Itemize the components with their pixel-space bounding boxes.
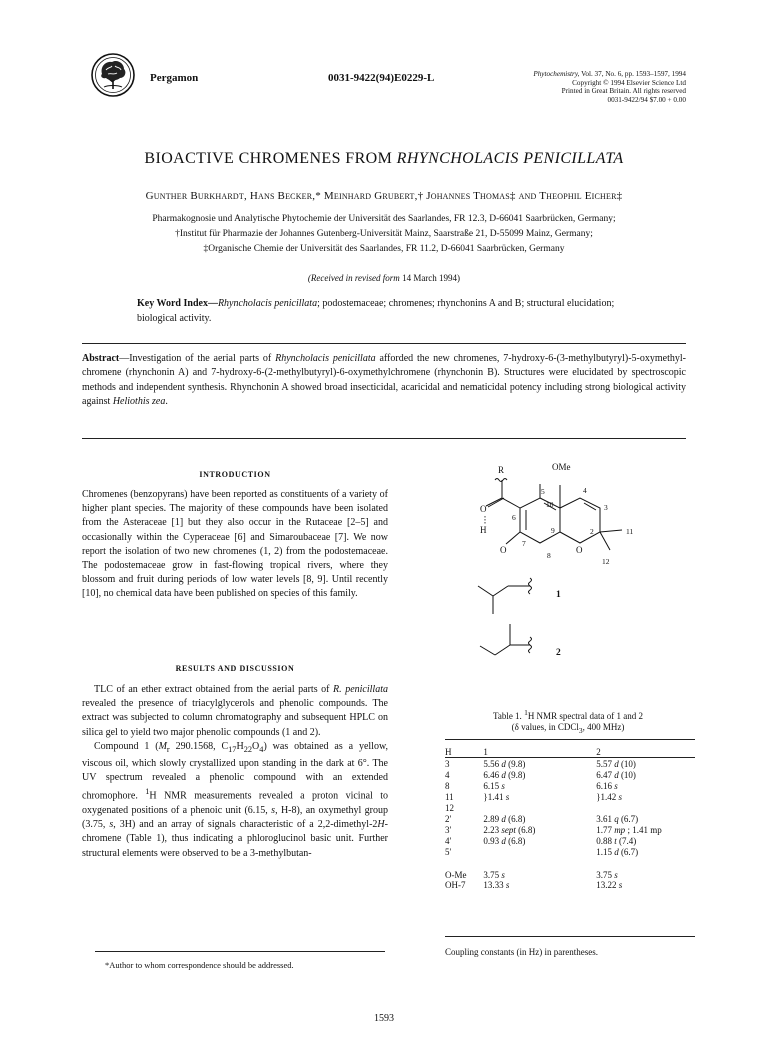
coupling-constant: (9.8)	[508, 759, 526, 769]
shift-compound-1	[467, 825, 574, 836]
label-o-ring: O	[576, 545, 583, 555]
table-row	[445, 858, 695, 880]
label-r: R	[498, 465, 505, 475]
coupling-constant: (6.7)	[620, 814, 639, 824]
table-row	[445, 814, 695, 825]
shift-value: 5.57	[596, 759, 612, 769]
page-number: 1593	[374, 1013, 394, 1024]
shift-value: 13.22	[596, 880, 617, 890]
shift-value: 3.75	[596, 870, 612, 880]
shift-compound-2	[574, 781, 695, 792]
shift-value: 1.15	[596, 847, 612, 857]
multiplicity: t	[614, 836, 617, 846]
results-paragraph-2	[82, 740, 388, 861]
multiplicity: mp	[614, 825, 626, 835]
abstract-text-1: —Investigation of the aerial parts of	[119, 353, 276, 364]
table-row	[445, 803, 695, 814]
label-6: 6	[512, 513, 516, 522]
printed-line: Printed in Great Britain. All rights reserved	[561, 87, 686, 96]
coupling-constant: (10)	[620, 759, 636, 769]
publisher-name: Pergamon	[150, 72, 199, 84]
results-species: R. penicillata	[333, 684, 388, 695]
results-c-sub: 17	[228, 744, 237, 754]
abstract-rule-top	[82, 343, 686, 344]
coupling-constant: (7.4)	[618, 836, 637, 846]
nmr-data-table	[445, 744, 695, 891]
abstract	[82, 352, 686, 410]
label-compound-1: 1	[556, 590, 561, 600]
shift-value: 3.75	[483, 870, 500, 880]
shift-compound-1	[467, 781, 574, 792]
table-row	[445, 825, 695, 836]
label-3: 3	[604, 503, 608, 512]
caption-sub-3: 3	[578, 725, 583, 735]
abstract-species: Rhyncholacis penicillata	[275, 353, 376, 364]
multiplicity: s	[501, 781, 505, 791]
copyright-line: Copyright © 1994 Elsevier Science Ltd	[572, 78, 686, 87]
results-t2: 290.1568, C	[169, 740, 229, 752]
results-h: H	[236, 740, 244, 752]
table-row	[445, 847, 695, 858]
caption-sub-a: (δ values, in CDCl	[511, 722, 579, 732]
shift-compound-2	[574, 836, 695, 847]
shift-value: 0.93	[483, 836, 500, 846]
shift-compound-2	[574, 770, 695, 781]
table-row	[445, 880, 695, 891]
keywords-species: Rhyncholacis penicillata	[217, 298, 318, 309]
results-o: O	[252, 740, 260, 752]
shift-compound-2	[574, 814, 695, 825]
caption-prefix: Table 1.	[492, 711, 525, 721]
multiplicity: d	[501, 814, 506, 824]
label-o-left: O	[500, 545, 507, 555]
shift-compound-2	[574, 847, 695, 858]
keywords-label: Key Word Index—	[137, 298, 218, 309]
shift-compound-1	[467, 880, 574, 891]
title-main: BIOACTIVE CHROMENES FROM	[144, 150, 397, 167]
chromene-structure-diagram	[440, 440, 640, 680]
doi-code: 0031-9422(94)E0229-L	[328, 72, 435, 84]
shift-value: 1.77	[596, 825, 612, 835]
coupling-constant: (6.8)	[508, 836, 526, 846]
received-value: 14 March 1994)	[399, 273, 461, 283]
shift-value: 6.46	[483, 770, 500, 780]
footnote-rule	[95, 951, 385, 952]
multiplicity: q	[614, 814, 619, 824]
shift-compound-2	[574, 858, 695, 880]
shift-value: 0.88	[596, 836, 612, 846]
shift-compound-1	[467, 759, 574, 770]
label-10: 10	[546, 500, 554, 509]
title-species: RHYNCHOLACIS PENICILLATA	[396, 150, 624, 167]
multiplicity: d	[501, 759, 506, 769]
row-position: 3′	[445, 825, 452, 835]
multiplicity: sept	[501, 825, 516, 835]
results-t1: Compound 1 (	[94, 740, 159, 752]
results-t5: , H-8), an oxymethyl group (3.75,	[82, 804, 388, 831]
multiplicity: d	[501, 836, 506, 846]
results-sup: 1	[145, 787, 150, 797]
header-h: H	[445, 746, 452, 757]
label-9: 9	[551, 526, 555, 535]
coupling-constant: (6.8)	[518, 825, 536, 835]
shift-value: 2.23	[483, 825, 500, 835]
received-prefix: (Received in revised form	[307, 273, 400, 283]
table-rule-top	[445, 739, 695, 740]
shift-compound-1	[467, 836, 574, 847]
table-row	[445, 759, 695, 770]
multiplicity: s	[505, 880, 510, 890]
shift-value: 3.61	[596, 814, 612, 824]
footnote: *Author to whom correspondence should be addressed.	[105, 960, 294, 970]
shift-compound-2	[574, 825, 695, 836]
shift-compound-1	[467, 792, 574, 803]
author-list: Gunther Burkhardt, Hans Becker,* Meinhard Grubert,† Johannes Thomas‡ and Theophil Eicher‡	[145, 190, 623, 202]
results-text-b: revealed the presence of triacylglycerols and phenolic compounds. The extract was subjected to column chromatography and subsequent HPLC on silica gel to yield two major phenolic compounds (1 and 2).	[82, 698, 388, 738]
shift-compound-2	[574, 880, 695, 891]
introduction-paragraph: Chromenes (benzopyrans) have been reported as constituents of a variety of higher plant species. The majority of these compounds have been isolated from the Asteraceae [1] but they also occur in the Rutaceae [2–5] and occasionally within the Cyperaceae [6] and Simaroubaceae [7]. We now report the isolation of two new chromenes (1, 2) from the podostemaceae. The podostemaceae grow in fast-flowing tropical rivers, where they blossom and fruit during periods of low water levels [8, 9]. Until recently [10], no chemical data have been published on species of this family.	[82, 489, 388, 600]
table-row	[445, 781, 695, 792]
row-position: 4	[445, 770, 450, 780]
results-2h: H	[377, 819, 385, 831]
coupling-constant: ; 1.41 mp	[627, 825, 662, 835]
abstract-rule-bottom	[82, 438, 686, 439]
results-t7: -chromene (Table 1), thus indicating a phloroglucinol basic unit. Further structural elements were observed to be a 3-methylbutan-	[82, 819, 388, 859]
keywords-text: ; podostemaceae; chromenes; rhynchonins A and B; structural elucidation; biological activity.	[137, 298, 615, 324]
shift-value: 6.47	[596, 770, 612, 780]
abstract-text-3: .	[165, 396, 168, 408]
multiplicity: d	[614, 847, 619, 857]
shift-value: }1.42	[596, 792, 617, 802]
row-position: 11	[445, 792, 454, 802]
shift-compound-2	[574, 803, 695, 814]
header-compound-2: 2	[596, 746, 601, 757]
label-12: 12	[602, 557, 610, 566]
keyword-index	[137, 297, 637, 326]
label-o-top: O	[480, 504, 487, 514]
label-8: 8	[547, 551, 551, 560]
row-position: 12	[445, 803, 454, 813]
price-line: 0031-9422/94 $7.00 + 0.00	[607, 95, 686, 104]
shift-compound-1	[467, 847, 574, 858]
table-rule-header	[445, 757, 695, 758]
multiplicity: s	[501, 870, 505, 880]
label-compound-2: 2	[556, 648, 561, 658]
abstract-text-2: afforded the new chromenes, 7-hydroxy-6-(3-methylbutyryl)-5-oxymethyl-chromene (rhynchonin A) and 7-hydroxy-6-(2-methylbutyryl)-6-oxymethylchromene (rhynchonin B). Structures were elucidated by spectroscopic methods and independent synthesis. Rhynchonin A showed broad insecticidal, acaricidal and nematicidal potency including strong biological activity against	[82, 353, 686, 408]
results-t4: H NMR measurements revealed a proton vicinal to oxygenated positions of a phenoic unit (6.15,	[82, 790, 388, 816]
row-position: O-Me	[445, 870, 467, 880]
label-11: 11	[626, 527, 634, 536]
shift-compound-2	[574, 759, 695, 770]
results-mr: M	[158, 740, 167, 752]
row-position: 4′	[445, 836, 452, 846]
shift-compound-2	[574, 792, 695, 803]
structure-svg	[440, 440, 640, 680]
nmr-table	[445, 744, 695, 891]
header-compound-1: 1	[483, 746, 488, 757]
multiplicity: s	[505, 792, 510, 802]
shift-compound-1	[467, 858, 574, 880]
label-7: 7	[522, 539, 526, 548]
multiplicity: s	[614, 781, 618, 791]
coupling-constant: (6.8)	[508, 814, 526, 824]
results-s1: s	[271, 804, 276, 816]
structure-labels	[480, 462, 633, 658]
table-row	[445, 770, 695, 781]
shift-value: 5.56	[483, 759, 500, 769]
caption-sup: 1	[524, 708, 528, 717]
multiplicity: s	[618, 792, 623, 802]
tree-emblem-icon	[90, 52, 136, 98]
multiplicity: d	[614, 759, 619, 769]
caption-sub-b: , 400 MHz)	[582, 722, 625, 732]
label-5: 5	[541, 487, 545, 496]
shift-compound-1	[467, 770, 574, 781]
row-position: OH-7	[445, 880, 466, 890]
caption-main: H NMR spectral data of 1 and 2	[527, 711, 644, 721]
results-s2: s	[109, 819, 114, 831]
results-o-sub: 4	[259, 744, 264, 754]
table-footnote: Coupling constants (in Hz) in parentheses.	[445, 947, 598, 957]
affiliation-3: ‡Organische Chemie der Universität des Saarlandes, FR 11.2, D-66041 Saarbrücken, Germany	[203, 244, 565, 254]
coupling-constant: (6.7)	[620, 847, 639, 857]
affiliation-1: Pharmakognosie und Analytische Phytochemie der Universität des Saarlandes, FR 12.3, D-66041 Saarbrücken, Germany;	[152, 214, 616, 224]
abstract-insect: Heliothis zea	[112, 396, 166, 408]
multiplicity: s	[618, 880, 623, 890]
shift-value: 6.16	[596, 781, 612, 791]
introduction-heading: INTRODUCTION	[199, 470, 271, 479]
volume-pages: Vol. 37, No. 6, pp. 1593–1597, 1994	[581, 70, 686, 78]
shift-value: }1.41	[483, 792, 504, 802]
received-date	[40, 273, 728, 283]
article-title	[40, 150, 728, 168]
row-position: 3	[445, 759, 450, 769]
journal-citation	[440, 70, 686, 104]
table-row	[445, 792, 695, 803]
shift-compound-1	[467, 803, 574, 814]
table-rule-bottom	[445, 936, 695, 937]
publisher-logo	[90, 52, 136, 98]
row-position: 8	[445, 781, 450, 791]
label-h: H	[480, 525, 487, 535]
label-ome: OMe	[552, 462, 571, 472]
results-text	[82, 683, 388, 861]
multiplicity: d	[501, 770, 506, 780]
multiplicity: d	[614, 770, 619, 780]
results-mr-sub: r	[166, 744, 170, 754]
abstract-label: Abstract	[82, 353, 120, 364]
introduction-text	[82, 488, 388, 602]
shift-value: 13.33	[483, 880, 504, 890]
journal-name: Phytochemistry,	[533, 70, 580, 78]
multiplicity: s	[614, 870, 618, 880]
coupling-constant: (9.8)	[508, 770, 526, 780]
shift-value: 2.89	[483, 814, 500, 824]
results-text-a: TLC of an ether extract obtained from the aerial parts of	[94, 684, 334, 695]
label-2: 2	[590, 527, 594, 536]
row-position: 2′	[445, 814, 452, 824]
affiliation-2: †Institut für Pharmazie der Johannes Gutenberg-Universität Mainz, Saarstraße 21, D-55099 Mainz, Germany;	[175, 229, 593, 239]
shift-compound-1	[467, 814, 574, 825]
coupling-constant: (10)	[620, 770, 636, 780]
results-t3: ) was obtained as a yellow, viscous oil, which slowly crystallized upon standing in the dark at 6°. The UV spectrum revealed a phenolic compound with an extended chromophore.	[82, 740, 389, 802]
shift-value: 6.15	[483, 781, 500, 791]
table-row	[445, 836, 695, 847]
results-paragraph-1	[82, 683, 388, 740]
row-position: 5′	[445, 847, 452, 857]
table-caption	[443, 707, 693, 736]
results-h-sub: 22	[243, 744, 253, 754]
label-4: 4	[583, 486, 587, 495]
table-body	[445, 759, 695, 891]
results-t6: , 3H) and an array of signals characteristic of a 2,2-dimethyl-2	[113, 819, 378, 831]
results-heading: RESULTS AND DISCUSSION	[175, 664, 295, 673]
